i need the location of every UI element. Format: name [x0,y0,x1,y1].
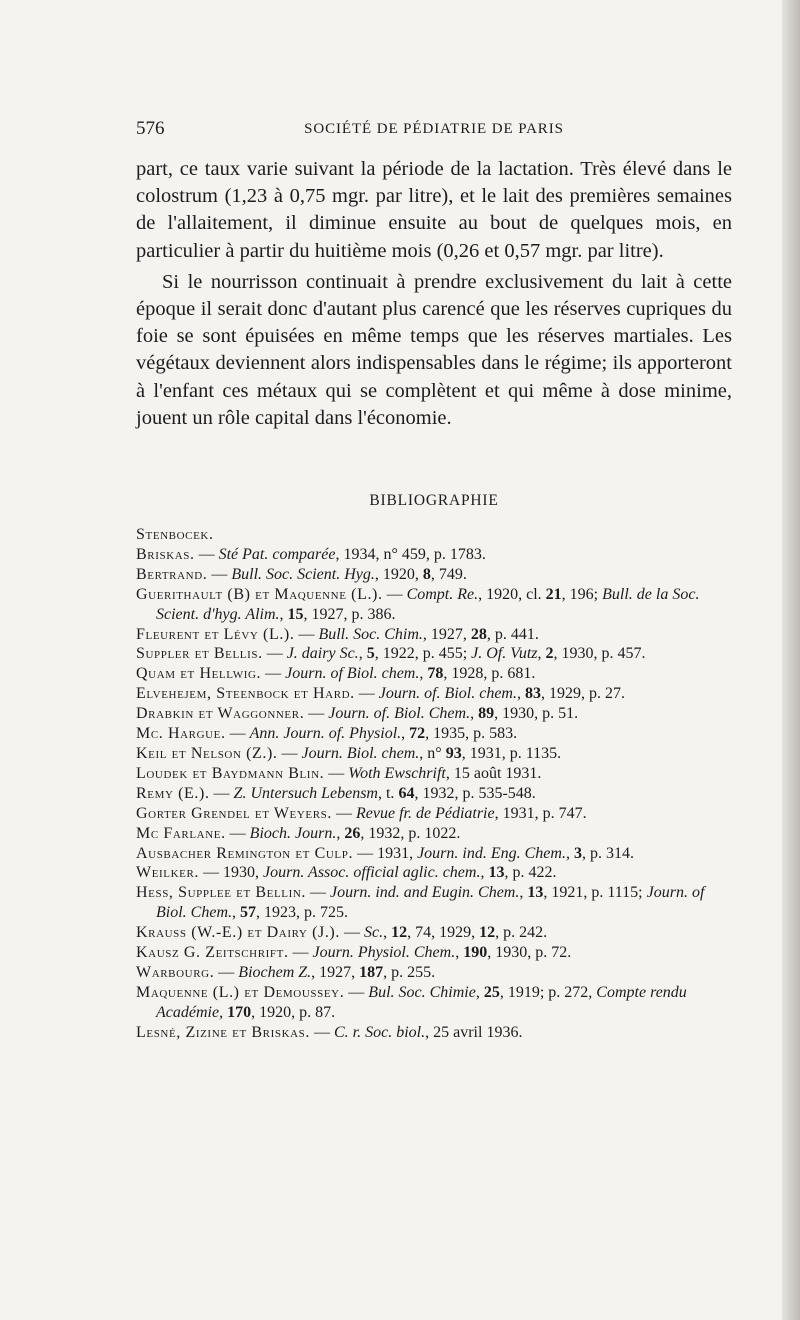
entry-authors: Suppler et Bellis. [136,645,263,663]
entry-text: , 1920, [374,565,423,583]
entry-text: , [565,844,574,862]
entry-text: — 1930, [199,864,264,882]
entry-source: Sté Pat. comparée [218,545,336,563]
entry-authors: Bertrand. [136,565,208,583]
entry-text: , 196; [561,585,603,603]
entry-text: — [304,705,329,723]
entry-volume: 5 [366,645,375,663]
bibliography-entry [136,943,732,963]
entry-text: , p. 242. [495,924,548,942]
bibliography-heading: BIBLIOGRAPHIE [369,492,499,509]
entry-authors: Mc. Hargue. [136,725,226,743]
bibliography-entry [136,664,732,684]
entry-source: Journ. Physiol. Chem. [312,944,456,962]
entry-text: , 1927, [422,625,471,643]
entry-source: J. dairy Sc. [286,645,359,663]
entry-text: , 1934, n° 459, p. 1783. [335,545,486,563]
entry-text: — 1931, [353,844,418,862]
entry-source: Journ. ind. and Eugin. Chem. [330,884,520,902]
entry-text: , [480,864,489,882]
paragraph: Si le nourrisson continuait à prendre exclusivement du lait à cette époque il serait donc d'autant plus carencé que les réserves cupriques du foie se sont épuisées en même temps que les réserves martiales. Les végétaux deviennent alors indispensables dans le régime; ils apporteront à l'enfant ces métaux qui se complètent et qui même à dose minime, jouent un rôle capital dans l'économie. [136,270,732,429]
entry-text: , p. 255. [383,963,436,981]
entry-volume: 83 [524,685,541,703]
entry-text: , [219,1003,228,1021]
entry-text: , 1921, p. 1115; [543,884,647,902]
entry-text: , 1932, p. 1022. [360,824,461,842]
entry-text: , [358,645,367,663]
entry-volume: 2 [545,645,554,663]
entry-authors: Hess, Supplee et Bellin. [136,884,307,902]
entry-source: Journ. of. Biol. Chem. [328,705,471,723]
bibliography-entry [136,883,732,923]
entry-text: — [214,963,239,981]
entry-text: , [519,884,528,902]
entry-authors: Warbourg. [136,963,215,981]
entry-volume: 28 [470,625,487,643]
entry-authors: Remy (E.). [136,784,210,802]
entry-text: — [344,983,369,1001]
entry-text: — [306,884,331,902]
entry-text: , 1930, p. 457. [553,645,646,663]
entry-authors: Fleurent et Lévy (L.). [136,625,295,643]
entry-source: Journ. Assoc. official aglic. chem. [263,864,481,882]
entry-text: — [382,585,407,603]
entry-text: , [336,824,345,842]
entry-text: , 1927, [311,963,360,981]
entry-text: , 1928, p. 681. [443,665,536,683]
bibliography-entry [136,863,732,883]
entry-text: , 1935, p. 583. [425,725,518,743]
entry-source: Sc. [363,924,384,942]
entry-source: Biochem Z. [238,963,312,981]
entry-authors: Gorter Grendel et Weyers. [136,804,332,822]
entry-text: , n° [419,744,446,762]
entry-text: , 15 août 1931. [445,764,542,782]
entry-source: Compt. Re. [406,585,479,603]
bibliography-entry [136,565,732,585]
entry-text: , 1919; p. 272, [499,983,597,1001]
entry-text: , 25 avril 1936. [425,1023,523,1041]
entry-text: , [475,983,484,1001]
entry-volume: 78 [427,665,444,683]
entry-text: — [194,545,219,563]
bibliography-entry [136,804,732,824]
entry-source: C. r. Soc. biol. [334,1023,426,1041]
bibliography-entry [136,923,732,943]
entry-volume: 93 [445,744,462,762]
entry-volume: 72 [409,725,426,743]
entry-source: Journ. of. Biol. chem. [378,685,517,703]
page-edge-shadow [782,0,800,1320]
entry-text: , 1930, p. 72. [487,944,572,962]
bibliography-entry [136,625,732,645]
entry-text: — [331,804,356,822]
entry-text: — [339,924,364,942]
entry-authors: Stenbocek. [136,526,214,543]
entry-text: , [455,944,464,962]
entry-text: , [279,605,288,623]
entry-text: , p. 314. [581,844,634,862]
entry-text: , [419,665,428,683]
bibliography-entry [136,824,732,844]
entry-authors: Briskas. [136,545,195,563]
entry-authors: Lesné, Zizine et Briskas. [136,1023,310,1041]
entry-authors: Loudek et Baydmann Blin. [136,764,325,782]
entry-text: , [470,705,479,723]
entry-volume: 21 [545,585,562,603]
bibliography-entry [136,724,732,744]
entry-authors: Elvehejem, Steenbock et Hard. [136,685,355,703]
entry-authors: Keil et Nelson (Z.). [136,744,278,762]
entry-text: , [232,904,240,922]
entry-volume: 187 [359,963,384,981]
entry-text: , 749. [430,565,467,583]
entry-text: , p. 441. [486,625,539,643]
entry-source: Z. Untersuch Lebensm [233,784,378,802]
bibliography-entry [136,963,732,983]
bibliography-entry [136,704,732,724]
entry-volume: 12 [479,924,496,942]
entry-authors: Quam et Hellwig. [136,665,262,683]
bibliography-entry [136,585,732,625]
entry-authors: Kausz G. Zeitschrift. [136,944,289,962]
entry-volume: 3 [573,844,582,862]
entry-source: Woth Ewschrift [348,764,446,782]
entry-authors: Drabkin et Waggonner. [136,705,305,723]
bibliography-entry [136,983,732,1023]
entry-authors: Krauss (W.-E.) et Dairy (J.). [136,924,340,942]
entry-text: — [209,784,234,802]
entry-volume: 12 [391,924,408,942]
bibliography-entry [136,844,732,864]
entry-volume: 190 [463,944,488,962]
entry-text: , 1920, p. 87. [251,1003,336,1021]
entry-text: , 1929, p. 27. [540,685,625,703]
entry-text: — [324,764,349,782]
entry-text: , 1922, p. 455; [374,645,472,663]
entry-source: Journ. Biol. chem. [301,744,420,762]
entry-text: — [288,944,313,962]
entry-source: Journ. of Biol. chem. [285,665,420,683]
entry-volume: 13 [527,884,544,902]
entry-volume: 64 [398,784,415,802]
entry-text: — [225,824,250,842]
entry-authors: Maquenne (L.) et Demoussey. [136,983,345,1001]
entry-source: Bioch. Journ. [249,824,337,842]
entry-volume: 170 [227,1003,252,1021]
bibliography-entry [136,684,732,704]
entry-volume: 15 [287,605,304,623]
entry-text: , t. [377,784,399,802]
bibliography-entry [136,744,732,764]
entry-text: , [516,685,525,703]
entry-text: , [401,725,410,743]
entry-authors: Mc Farlane. [136,824,226,842]
entry-authors: Guerithault (B) et Maquenne (L.). [136,585,383,603]
entry-source: Bull. Soc. Scient. Hyg. [231,565,375,583]
entry-text: — [277,744,302,762]
entry-volume: 25 [483,983,500,1001]
entry-text: , 1920, cl. [478,585,546,603]
entry-text: — [294,625,319,643]
entry-text: , 1931, p. 1135. [461,744,562,762]
entry-text: , 1930, p. 51. [494,705,579,723]
entry-text: , 74, 1929, [407,924,480,942]
entry-text: — [261,665,286,683]
body-text [136,156,732,436]
bibliography-entry [136,1023,732,1043]
page-number: 576 [136,118,165,139]
entry-source: J. Of. Vutz [471,645,538,663]
bibliography-list [136,525,732,1043]
entry-text: — [310,1023,334,1041]
entry-source: Journ. ind. Eng. Chem. [417,844,566,862]
entry-text: — [207,565,232,583]
entry-source: Ann. Journ. of. Physiol. [249,725,402,743]
bibliography-entry [136,525,732,545]
entry-authors: Weilker. [136,864,200,882]
entry-text: , 1932, p. 535-548. [414,784,536,802]
entry-text: , 1923, p. 725. [256,904,348,922]
entry-source: Compte rendu Académie [156,983,687,1021]
paragraph: part, ce taux varie suivant la période de la lactation. Très élevé dans le colostrum (1,23 à 0,75 mgr. par litre), et le lait des premières semaines de l'allaitement, il diminue ensuite au bout de quelques mois, en particulier à partir du huitième mois (0,26 et 0,57 mgr. par litre). [136,158,732,262]
entry-text: — [354,685,379,703]
entry-volume: 89 [478,705,495,723]
page-header [136,118,732,142]
running-title: SOCIÉTÉ DE PÉDIATRIE DE PARIS [304,121,564,137]
entry-text: , 1931, p. 747. [494,804,587,822]
bibliography-entry [136,764,732,784]
bibliography-entry [136,644,732,664]
bibliography-entry [136,784,732,804]
entry-text: , [383,924,392,942]
entry-text: , 1927, p. 386. [303,605,396,623]
entry-text: , p. 422. [504,864,557,882]
entry-volume: 26 [344,824,361,842]
entry-volume: 8 [422,565,431,583]
entry-authors: Ausbacher Remington et Culp. [136,844,354,862]
entry-source: Journ. of Biol. Chem. [156,884,705,922]
entry-text: , [537,645,546,663]
entry-source: Revue fr. de Pédiatrie [355,804,495,822]
entry-volume: 13 [488,864,505,882]
bibliography-entry [136,545,732,565]
entry-volume: 57 [240,904,256,922]
entry-text: — [225,725,250,743]
entry-text: — [262,645,287,663]
entry-source: Bull. Soc. Chim. [318,625,423,643]
entry-source: Bull. de la Soc. Scient. d'hyg. Alim. [156,585,700,623]
entry-source: Bul. Soc. Chimie [368,983,476,1001]
